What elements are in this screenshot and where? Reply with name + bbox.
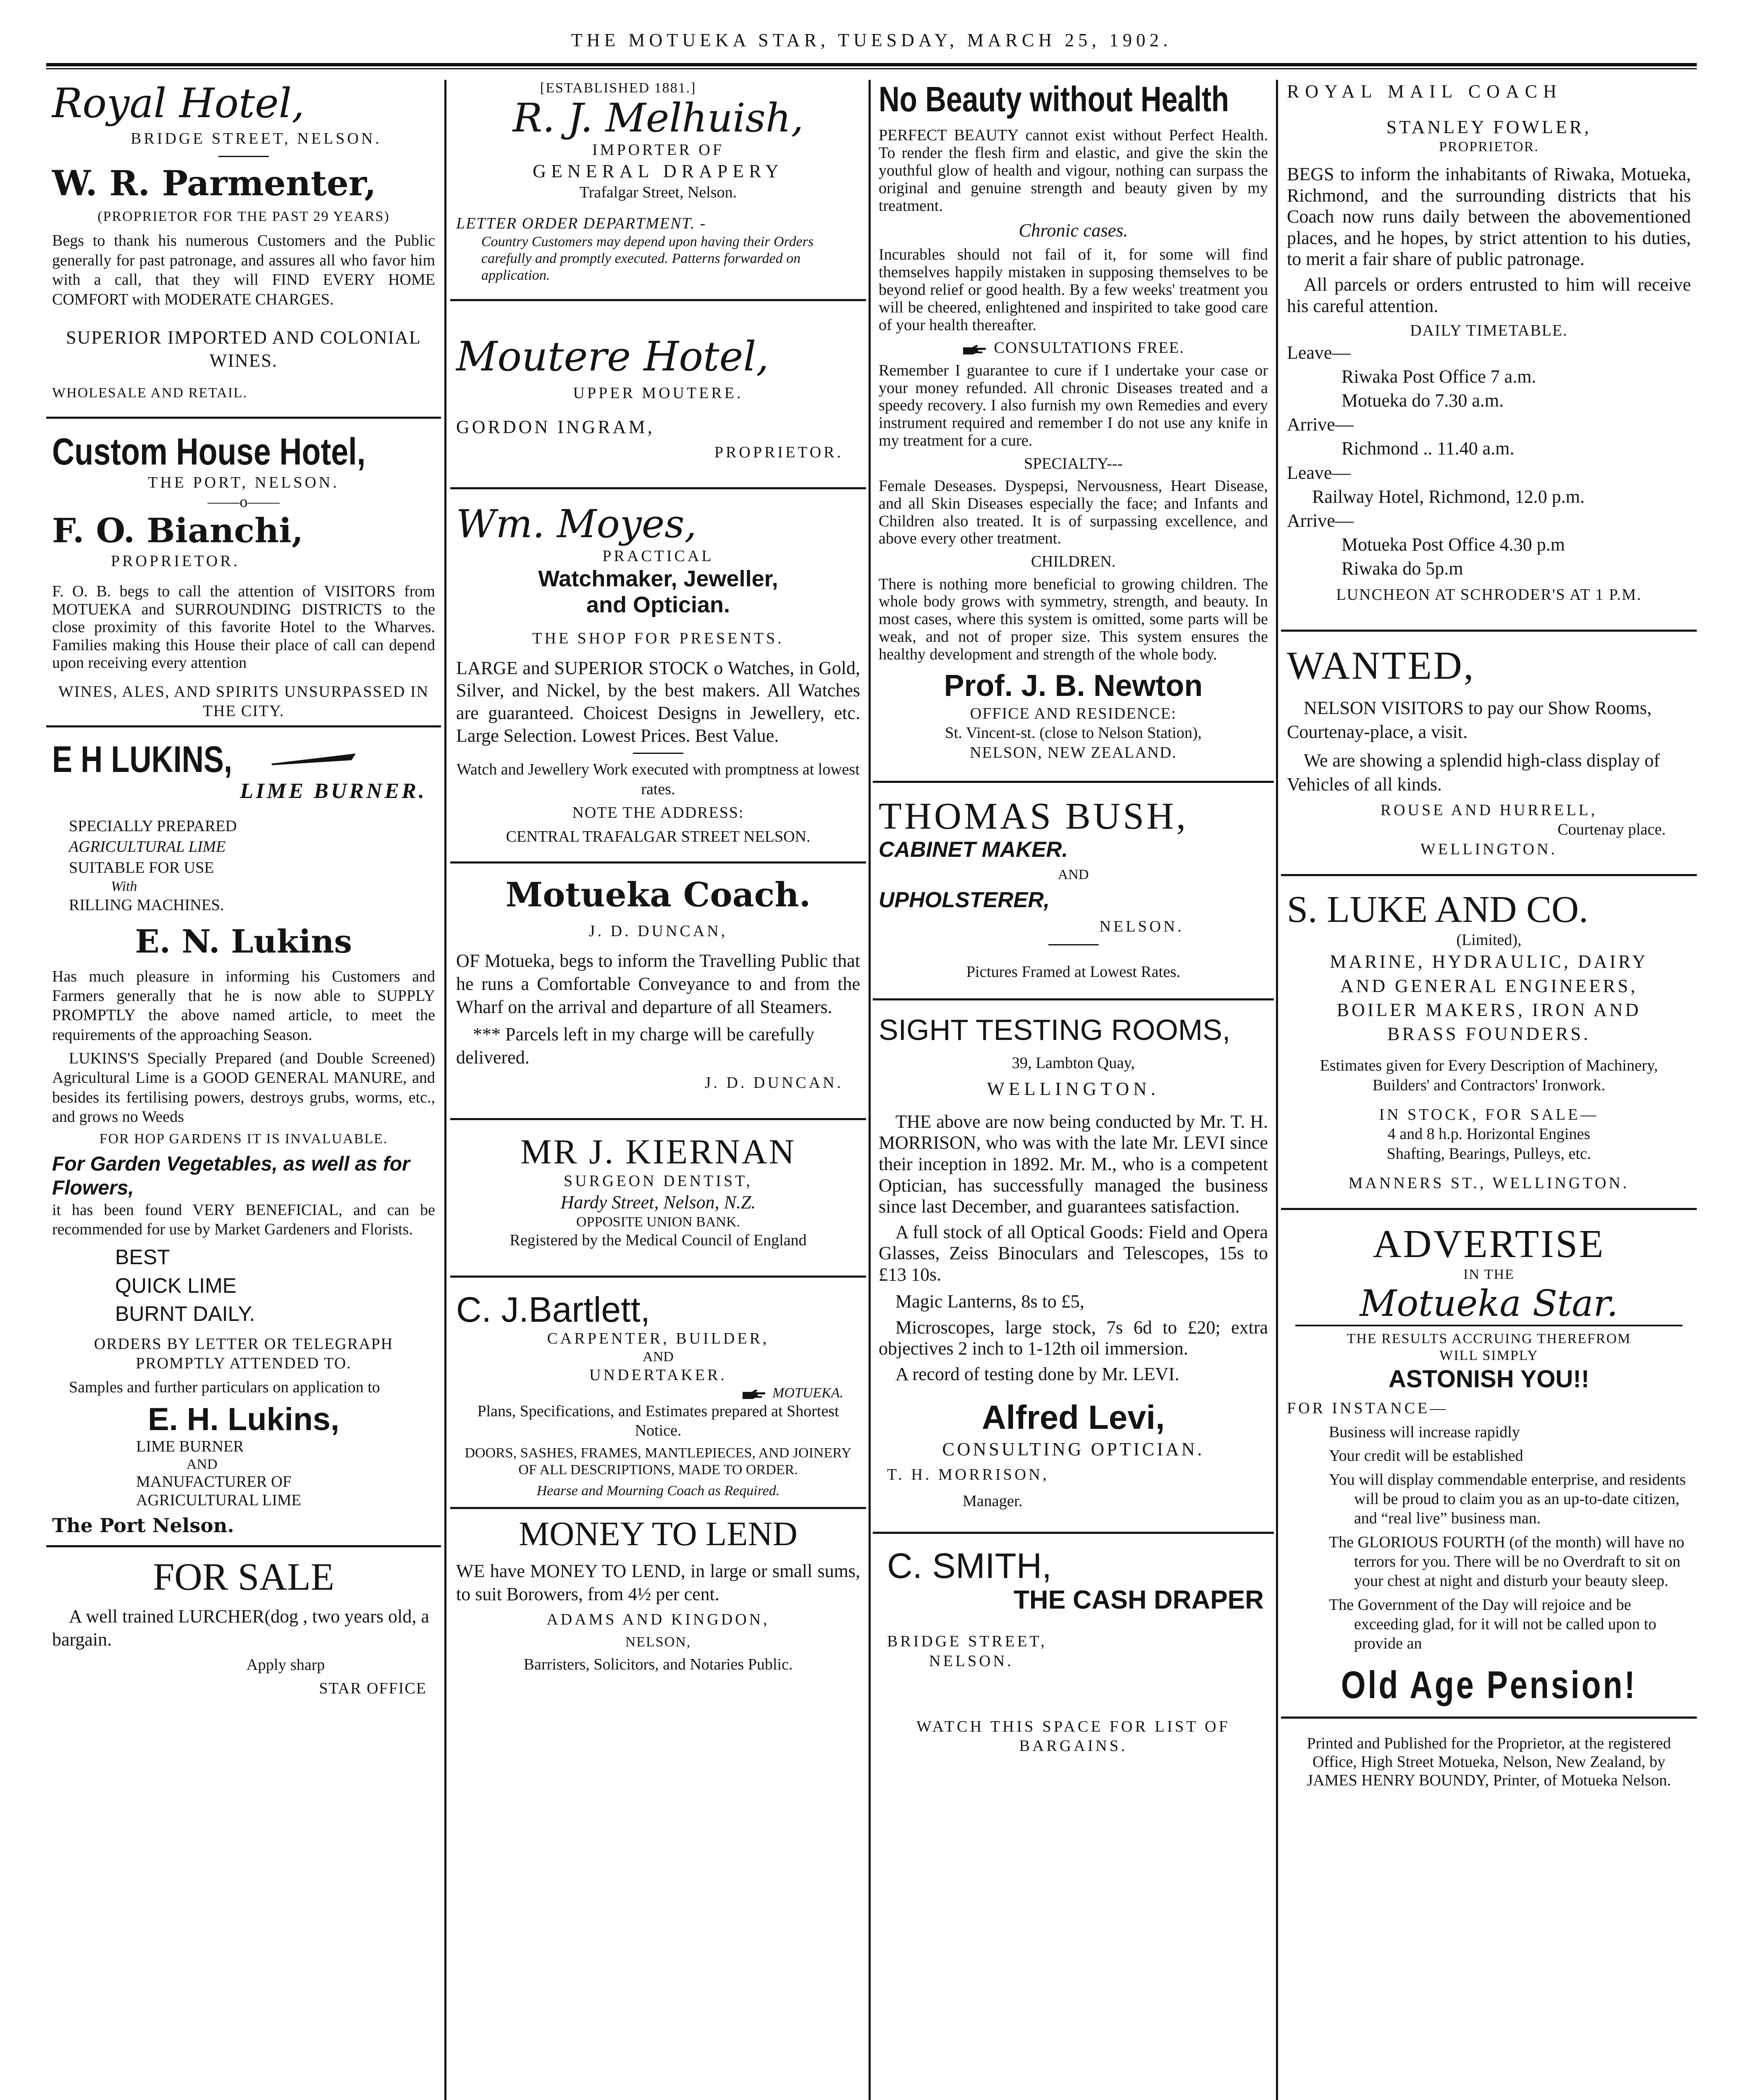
melhuish-ad: [456, 80, 860, 284]
ad-body: NELSON VISITORS to pay our Show Rooms, Courtenay-place, a visit.: [1287, 698, 1652, 743]
for-sale-ad: [52, 1556, 435, 1698]
ad-line: MANNERS ST., WELLINGTON.: [1348, 1174, 1630, 1192]
ad-line: IN STOCK, FOR SALE—: [1379, 1105, 1599, 1124]
ad-line: IN THE: [1463, 1266, 1515, 1282]
ad-orders: ORDERS BY LETTER OR TELEGRAPH PROMPTLY ATTENDED TO.: [94, 1335, 394, 1373]
ad-line: Business will increase rapidly: [1329, 1423, 1520, 1441]
ad-line: AGRICULTURAL LIME: [136, 1491, 302, 1509]
column-1: [46, 80, 441, 2100]
divider: [1281, 874, 1697, 876]
ad-body: *** Parcels left in my charge will be carefully delivered.: [456, 1024, 814, 1068]
ad-line: Riwaka Post Office 7 a.m.: [1341, 366, 1536, 387]
ad-body: DOORS, SASHES, FRAMES, MANTLEPIECES, AND JOINERY OF ALL DESCRIPTIONS, MADE TO ORDER.: [465, 1445, 852, 1478]
ad-line: AND: [1058, 867, 1089, 883]
ad-line: SPECIALLY PREPARED: [69, 817, 237, 835]
coach-ad: [456, 876, 860, 1093]
ad-line: Richmond .. 11.40 a.m.: [1341, 438, 1515, 459]
ad-title: THOMAS BUSH,: [879, 795, 1189, 837]
ad-body: Incurables should not fail of it, for some will find themselves happily mistaken in supposing themselves to be beyond relief or good health. By a few weeks' treatment you will be cheered, enlightened and inspirited to take good care of your health thereafter.: [879, 246, 1268, 334]
ad-line: DAILY TIMETABLE.: [1410, 322, 1568, 340]
ad-body: We are showing a splendid high-class display of Vehicles of all kinds.: [1287, 750, 1660, 795]
ad-line: THE SHOP FOR PRESENTS.: [532, 630, 784, 648]
ad-office: STAR OFFICE: [319, 1680, 427, 1698]
ad-line: WELLINGTON.: [1420, 840, 1557, 858]
ad-paper: Motueka Star.: [1295, 1283, 1683, 1326]
ad-line: Motueka do 7.30 a.m.: [1341, 390, 1504, 411]
ad-wines: SUPERIOR IMPORTED AND COLONIAL WINES.: [66, 327, 421, 371]
kiernan-ad: [456, 1133, 860, 1250]
ad-owner: E. N. Lukins: [135, 922, 352, 960]
ad-line: WILL SIMPLY: [1439, 1347, 1538, 1363]
ad-line: FOR INSTANCE—: [1287, 1399, 1449, 1418]
ad-body: BEGS to inform the inhabitants of Riwaka, Motueka, Richmond, and the surrounding districts that his Coach now runs daily between the abovementioned places, and he hopes, by strict attention to his duties, to merit a fair share of public patronage.: [1287, 164, 1691, 270]
ad-body: Female Deseases. Dyspepsi, Nervousness, Heart Disease, and all Skin Diseases especially the face; and Infants and Children also treated. It is of surpassing excellence, and above every other treatment.: [879, 477, 1268, 548]
ad-est: [ESTABLISHED 1881.]: [540, 80, 696, 96]
ad-subhead: CONSULTATIONS FREE.: [994, 339, 1185, 357]
ad-line: Registered by the Medical Council of England: [509, 1231, 807, 1250]
ad-body: Watch and Jewellery Work executed with promptness at lowest rates.: [457, 761, 860, 798]
ad-line: Hardy Street, Nelson, N.Z.: [560, 1192, 756, 1213]
ad-title: SIGHT TESTING ROOMS,: [879, 1013, 1231, 1046]
newton-ad: [879, 80, 1268, 762]
divider: [873, 781, 1274, 783]
ad-owner: W. R. Parmenter,: [52, 163, 376, 204]
ad-body: PERFECT BEAUTY cannot exist without Perfect Health. To render the flesh firm and elastic, and give the skin the youthful glow of health and vigour, nothing can surpass the original and genuine strength and beauty given by my treatment.: [879, 126, 1268, 215]
ad-line: Your credit will be established: [1329, 1447, 1523, 1465]
divider: [1281, 1208, 1697, 1210]
divider: [450, 1276, 866, 1278]
ad-line: IMPORTER OF: [592, 141, 724, 159]
ad-line: Estimates given for Every Description of Machinery,: [1320, 1057, 1658, 1075]
ad-line: SURGEON DENTIST,: [564, 1172, 753, 1190]
ad-body: All parcels or orders entrusted to him will receive his careful attention.: [1287, 274, 1691, 316]
lukins-ad: [52, 740, 435, 1537]
ad-title: Wm. Moyes,: [456, 501, 697, 547]
ad-subhead: CHILDREN.: [1031, 553, 1116, 571]
column-4: [1281, 80, 1697, 2100]
divider: [450, 861, 866, 864]
ad-role: PROPRIETOR.: [111, 552, 240, 570]
ad-line: Builders' and Contractors' Ironwork.: [1372, 1076, 1606, 1094]
ad-line: The GLORIOUS FOURTH (of the month) will have no terrors for you. There will be no Overdraft to sit on your chest at night and disturb your beauty sleep.: [1329, 1533, 1685, 1590]
ad-title: R. J. Melhuish,: [512, 95, 804, 142]
column-rule: [1276, 80, 1278, 2100]
ad-line: BEST: [115, 1245, 170, 1269]
ad-line: Pictures Framed at Lowest Rates.: [966, 963, 1181, 981]
ad-title: C. J.Bartlett,: [456, 1289, 651, 1329]
ad-signature: E. H. Lukins,: [147, 1402, 340, 1438]
advertise-ad: [1287, 1223, 1691, 1708]
ad-line: OFFICE AND RESIDENCE:: [970, 704, 1177, 722]
ad-line: AND GENERAL ENGINEERS,: [1340, 975, 1638, 996]
ad-title: Custom House Hotel,: [52, 431, 366, 473]
ad-line: PROPRIETOR.: [714, 443, 843, 461]
ad-line: UPHOLSTERER,: [879, 888, 1050, 913]
custom-house-ad: [52, 431, 435, 721]
ad-body: A full stock of all Optical Goods: Field and Opera Glasses, Zeiss Binoculars and Telescopes, 15s to £13 10s.: [879, 1221, 1268, 1285]
column-3: [873, 80, 1274, 2100]
column-rule: [869, 80, 871, 2100]
ad-line: Trafalgar Street, Nelson.: [579, 183, 737, 201]
divider: [450, 1118, 866, 1120]
ad-title: S. LUKE AND CO.: [1287, 889, 1588, 931]
imprint: Printed and Published for the Proprietor, at the registered Office, High Street Motueka, Nelson, New Zealand, by JAMES HENRY BOUNDY, Printer, of Motueka Nelson.: [1307, 1735, 1671, 1789]
ad-line: Watchmaker, Jeweller,: [538, 566, 778, 592]
ad-firm: ADAMS AND KINGDON,: [546, 1611, 770, 1629]
ad-line: MARINE, HYDRAULIC, DAIRY: [1330, 951, 1648, 972]
ad-tenure: (PROPRIETOR FOR THE PAST 29 YEARS): [97, 209, 390, 225]
ad-body: A well trained LURCHER(dog , two years old, a bargain.: [52, 1606, 429, 1650]
ad-line: SUITABLE FOR USE: [69, 858, 214, 877]
ad-title: ADVERTISE: [1373, 1222, 1605, 1266]
ad-title: MR J. KIERNAN: [520, 1132, 796, 1171]
ad-line: BRIDGE STREET,: [887, 1633, 1047, 1651]
pointing-hand-icon: [742, 1389, 769, 1399]
ad-body: Hearse and Mourning Coach as Required.: [536, 1483, 780, 1499]
divider: [450, 1507, 866, 1509]
ad-trade: WHOLESALE AND RETAIL.: [52, 385, 248, 401]
ad-body: it has been found VERY BENEFICIAL, and can be recommended for use by Market Gardeners and Florists.: [52, 1201, 435, 1239]
ad-line: LUNCHEON AT SCHRODER'S AT 1 P.M.: [1336, 585, 1642, 604]
column-2: [450, 80, 866, 2100]
ad-title: Motueka Coach.: [505, 874, 811, 914]
ad-body: A record of testing done by Mr. LEVI.: [895, 1363, 1179, 1384]
money-ad: [456, 1515, 860, 1674]
ad-name: Prof. J. B. Newton: [944, 669, 1203, 703]
ad-line: UNDERTAKER.: [589, 1366, 727, 1384]
arrow-icon: [272, 751, 356, 768]
ad-body: There is nothing more beneficial to growing children. The whole body grows with symmetry, strength, and beauty. In most cases, where this system is omitted, some parts will be weak, and not of proper size. This system ensures the healthy development and strength of the whole body.: [879, 575, 1268, 663]
ad-address: THE PORT, NELSON.: [148, 474, 339, 491]
ad-body: Has much pleasure in informing his Customers and Farmers generally that he is now able to SUPPLY PROMPTLY the above named article, to meet the requirements of the approaching Season.: [52, 967, 435, 1044]
divider: [873, 998, 1274, 1000]
smith-ad: [879, 1546, 1268, 1756]
ad-line: Leave—: [1287, 462, 1351, 483]
divider: [873, 1532, 1274, 1534]
ad-dept: LETTER ORDER DEPARTMENT. -: [456, 215, 706, 233]
ad-line: NELSON.: [1099, 918, 1184, 936]
ad-line: AND: [186, 1457, 218, 1473]
divider: [450, 487, 866, 489]
ad-owner: J. D. DUNCAN,: [588, 922, 728, 940]
ad-signature: J. D. DUNCAN.: [704, 1074, 843, 1092]
ad-line: NELSON.: [929, 1652, 1014, 1670]
ad-line: Railway Hotel, Richmond, 12.0 p.m.: [1312, 486, 1585, 507]
ad-body: WE have MONEY TO LEND, in large or small sums, to suit Borowers, from 4½ per cent.: [456, 1561, 860, 1605]
royal-hotel-ad: [52, 82, 435, 402]
ad-line: The Government of the Day will rejoice and be exceeding glad, for it will not be called upon to provide an: [1329, 1596, 1656, 1653]
ad-line: MOTUEKA.: [772, 1385, 843, 1401]
ad-address: CENTRAL TRAFALGAR STREET NELSON.: [506, 827, 811, 845]
ad-subhead: Chronic cases.: [1018, 220, 1128, 241]
ad-title: WANTED,: [1287, 643, 1475, 688]
ad-sep: ——o——: [207, 493, 280, 511]
sight-testing-ad: [879, 1013, 1268, 1511]
ad-body: Microscopes, large stock, 7s 6d to £20; extra objectives 2 inch to 1-12th oil immersion.: [879, 1317, 1268, 1359]
ad-line: GORDON INGRAM,: [456, 416, 655, 437]
ad-trade: LIME BURNER.: [240, 779, 427, 803]
divider: [218, 156, 269, 157]
ad-line: CARPENTER, BUILDER,: [547, 1330, 769, 1348]
ad-pension: Old Age Pension!: [1341, 1663, 1637, 1706]
ad-role: Barristers, Solicitors, and Notaries Public.: [523, 1655, 793, 1673]
ad-footer: WINES, ALES, AND SPIRITS UNSURPASSED IN THE CITY.: [58, 682, 429, 720]
ad-line: WATCH THIS SPACE FOR LIST OF BARGAINS.: [916, 1718, 1230, 1755]
ad-line: (Limited),: [1456, 931, 1522, 949]
wanted-ad: [1287, 644, 1691, 859]
ad-address: BRIDGE STREET, NELSON.: [131, 129, 382, 147]
ad-title: No Beauty without Health: [879, 80, 1229, 119]
ad-line: 4 and 8 h.p. Horizontal Engines: [1387, 1125, 1591, 1143]
column-rule: [444, 80, 446, 2100]
pointing-hand-icon: [962, 344, 989, 355]
ad-owner: F. O. Bianchi,: [52, 510, 304, 550]
ad-line: QUICK LIME: [115, 1273, 236, 1297]
ad-title: ROYAL MAIL COACH: [1287, 81, 1562, 102]
masthead-rule: [46, 63, 1697, 70]
ad-line: BURNT DAILY.: [115, 1302, 255, 1326]
ad-title: FOR SALE: [153, 1555, 334, 1598]
ad-line: RILLING MACHINES.: [69, 896, 224, 914]
mail-coach-ad: [1287, 80, 1691, 604]
ad-subhead: SPECIALTY---: [1024, 454, 1123, 472]
ad-line: PRACTICAL: [602, 547, 714, 565]
ad-line: With: [111, 879, 137, 895]
ad-line: T. H. MORRISON,: [887, 1466, 1049, 1484]
ad-title: Moutere Hotel,: [456, 333, 769, 380]
moyes-ad: [456, 502, 860, 846]
ad-line: OPPOSITE UNION BANK.: [576, 1214, 740, 1230]
ad-line: UPPER MOUTERE.: [573, 384, 743, 402]
ad-note: NOTE THE ADDRESS:: [572, 804, 744, 822]
divider: [450, 299, 866, 301]
luke-ad: [1287, 889, 1691, 1193]
ad-line: LIME BURNER: [136, 1438, 244, 1456]
ad-line: NELSON, NEW ZEALAND.: [969, 743, 1177, 761]
ad-line: CONSULTING OPTICIAN.: [942, 1439, 1205, 1460]
ad-samples: Samples and further particulars on application to: [69, 1378, 380, 1396]
divider: [1048, 944, 1099, 945]
moutere-ad: [456, 335, 860, 462]
ad-garden: For Garden Vegetables, as well as for Flowers,: [52, 1152, 410, 1200]
ad-line: Riwaka do 5p.m: [1341, 558, 1463, 579]
ad-body: OF Motueka, begs to inform the Travelling Public that he runs a Comfortable Conveyance to and from the Wharf on the arrival and departure of all Steamers.: [456, 950, 860, 1018]
ad-body: Begs to thank his numerous Customers and the Public generally for past patronage, and assures all who favor him with a call, that they will FIND EVERY HOME COMFORT with MODERATE CHARGES.: [52, 232, 435, 308]
ad-body: Plans, Specifications, and Estimates prepared at Shortest Notice.: [477, 1402, 839, 1440]
ad-title: C. SMITH,: [887, 1546, 1052, 1586]
ad-title: MONEY TO LEND: [519, 1515, 798, 1553]
ad-body: THE above are now being conducted by Mr. T. H. MORRISON, who was with the late Mr. LEVI since their inception in 1892. Mr. M., who is a competent Optician, has successfully managed the business since last December, and guarantees satisfaction.: [879, 1111, 1268, 1217]
ad-body: LARGE and SUPERIOR STOCK o Watches, in Gold, Silver, and Nickel, by the best makers. All Watches are guaranteed. Choicest Designs in Jewellery, etc. Large Selection. Lowest Prices. Best Value.: [456, 657, 860, 746]
ad-body: FOR HOP GARDENS IT IS INVALUABLE.: [99, 1131, 388, 1147]
ad-line: AND: [643, 1349, 674, 1365]
ad-line: ROUSE AND HURRELL,: [1380, 801, 1598, 819]
ad-body: Magic Lanterns, 8s to £5,: [895, 1291, 1084, 1312]
bush-ad: [879, 795, 1268, 982]
divider: [46, 417, 441, 419]
ad-town: NELSON,: [625, 1634, 691, 1650]
ad-line: THE CASH DRAPER: [1013, 1586, 1264, 1615]
ad-owner: STANLEY FOWLER,: [1386, 117, 1592, 137]
ad-line: MANUFACTURER OF: [136, 1473, 291, 1491]
ad-role: PROPRIETOR.: [1439, 139, 1539, 155]
ad-line: 39, Lambton Quay,: [1011, 1054, 1135, 1072]
ad-line: Shafting, Bearings, Pulleys, etc.: [1386, 1144, 1591, 1163]
ad-line: Arrive—: [1287, 510, 1354, 531]
ad-line: CABINET MAKER.: [879, 837, 1068, 862]
ad-line: You will display commendable enterprise, and residents will be proud to claim you as an up-to-date citizen, and “real live” business man.: [1329, 1470, 1686, 1528]
divider: [46, 1545, 441, 1547]
ad-line: Leave—: [1287, 342, 1351, 363]
ad-line: Manager.: [963, 1492, 1023, 1510]
divider: [633, 753, 683, 754]
ad-line: The Port Nelson.: [52, 1514, 234, 1537]
ad-body: Remember I guarantee to cure if I undertake your case or your money refunded. All chronic Diseases treated and a speedy recovery. I also furnish my own Remedies and every instrument required and remember I do not use any knife in my treatment for a cure.: [879, 361, 1268, 449]
ad-line: THE RESULTS ACCRUING THEREFROM: [1347, 1331, 1631, 1347]
ad-line: AGRICULTURAL LIME: [69, 838, 226, 856]
divider: [1281, 1717, 1697, 1719]
ad-line: Arrive—: [1287, 414, 1354, 435]
ad-body: LUKINS'S Specially Prepared (and Double Screened) Agricultural Lime is a GOOD GENERAL MANURE, and besides its fertilising powers, destroys grubs, worms, etc., and grows no Weeds: [52, 1050, 435, 1126]
bartlett-ad: [456, 1290, 860, 1499]
ad-line: ASTONISH YOU!!: [1388, 1365, 1590, 1393]
ad-line: BRASS FOUNDERS.: [1387, 1024, 1591, 1044]
divider: [1281, 630, 1697, 632]
ad-line: Motueka Post Office 4.30 p.m: [1341, 534, 1565, 555]
ad-line: Courtenay place.: [1557, 821, 1666, 839]
ad-apply: Apply sharp: [246, 1656, 325, 1674]
ad-line: WELLINGTON.: [987, 1078, 1160, 1099]
ad-title: E H LUKINS,: [52, 738, 232, 780]
ad-line: and Optician.: [586, 592, 730, 618]
ad-body: F. O. B. begs to call the attention of VISITORS from MOTUEKA and SURROUNDING DISTRICTS to the close proximity of this favorite Hotel to the Wharves. Families making this House their place of call can depend upon receiving every attention: [52, 583, 435, 672]
ad-line: St. Vincent-st. (close to Nelson Station),: [945, 724, 1202, 742]
divider: [46, 725, 441, 727]
ad-line: GENERAL DRAPERY: [533, 160, 784, 181]
ad-line: BOILER MAKERS, IRON AND: [1336, 999, 1641, 1020]
ad-name: Alfred Levi,: [982, 1399, 1165, 1436]
masthead: THE MOTUEKA STAR, TUESDAY, MARCH 25, 1902.: [571, 30, 1172, 50]
ad-title: Royal Hotel,: [52, 80, 304, 127]
ad-body: Country Customers may depend upon having their Orders carefully and promptly executed. Patterns forwarded on application.: [481, 234, 814, 283]
